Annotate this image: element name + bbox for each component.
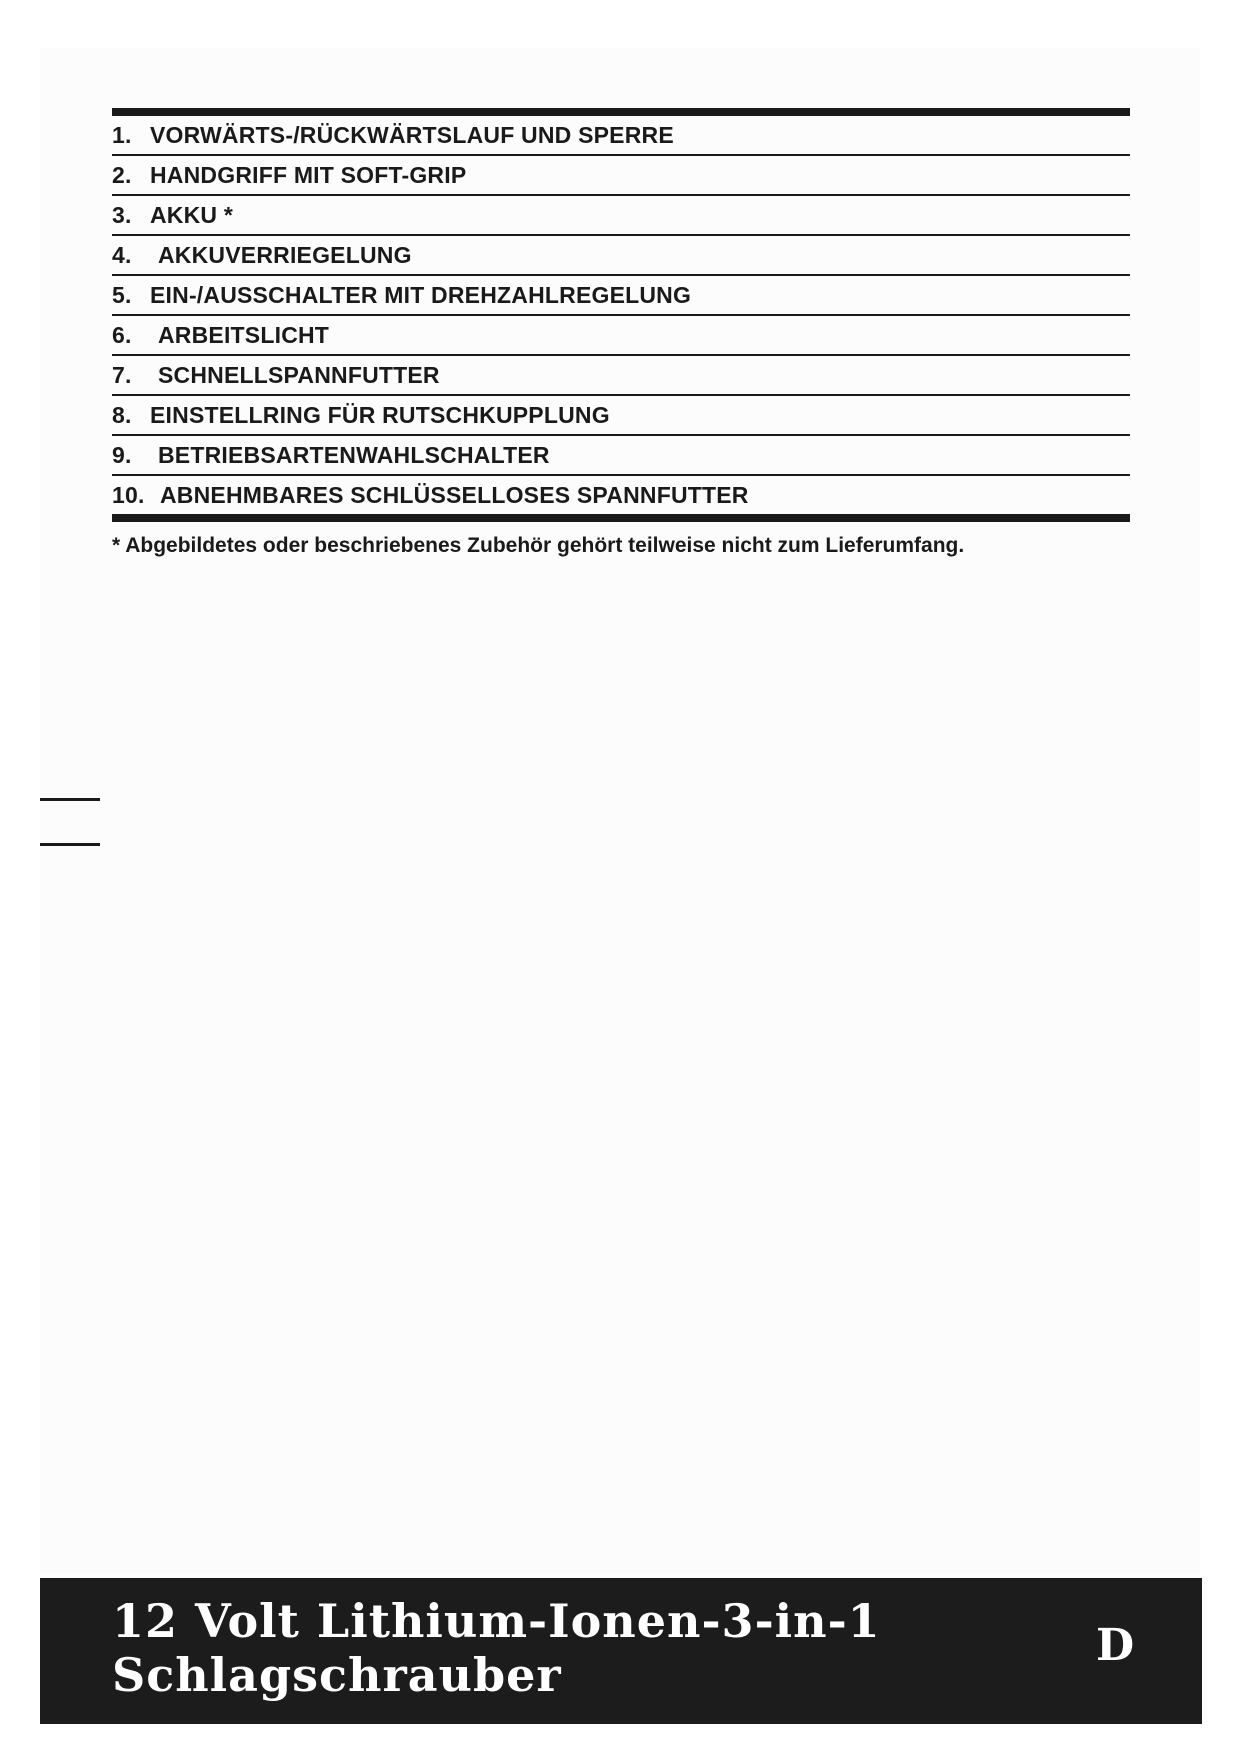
parts-list-item [112,356,1130,396]
margin-divider [40,843,100,846]
parts-list-item [112,116,1130,156]
part-label: HANDGRIFF MIT SOFT-GRIP [150,161,467,188]
part-label: ARBEITSLICHT [158,321,330,348]
part-label: VORWÄRTS-/RÜCKWÄRTSLAUF UND SPERRE [150,121,674,148]
accessory-footnote: * Abgebildetes oder beschriebenes Zubehör gehört teilweise nicht zum Lieferumfang. [112,534,965,557]
part-number: 5. [112,281,132,308]
part-number: 9. [112,441,132,468]
parts-list-item [112,316,1130,356]
part-label: AKKU * [150,201,233,228]
parts-list [112,108,1130,522]
part-label: EIN-/AUSSCHALTER MIT DREHZAHLREGELUNG [150,281,692,308]
parts-list-item [112,476,1130,514]
part-label: AKKUVERRIEGELUNG [158,241,412,268]
part-label: EINSTELLRING FÜR RUTSCHKUPPLUNG [150,401,610,428]
part-number: 7. [112,361,132,388]
part-label: SCHNELLSPANNFUTTER [158,361,440,388]
part-number: 1. [112,121,132,148]
product-title-line: Schlagschrauber [112,1648,562,1702]
language-code: D [1096,1620,1135,1671]
part-label: ABNEHMBARES SCHLÜSSELLOSES SPANNFUTTER [160,481,749,508]
parts-list-item [112,156,1130,196]
margin-divider [40,798,100,801]
part-number: 2. [112,161,132,188]
part-number: 8. [112,401,132,428]
product-title-line: 12 Volt Lithium-Ionen-3-in-1 [112,1594,881,1648]
part-label: BETRIEBSARTENWAHLSCHALTER [158,441,550,468]
part-number: 3. [112,201,132,228]
product-title-banner [40,1578,1202,1724]
part-number: 4. [112,241,132,268]
parts-list-item [112,196,1130,236]
part-number: 6. [112,321,132,348]
part-number: 10. [112,481,145,508]
parts-list-item [112,236,1130,276]
parts-list-item [112,436,1130,476]
parts-list-item [112,276,1130,316]
product-title [112,1594,881,1702]
parts-list-item [112,396,1130,436]
